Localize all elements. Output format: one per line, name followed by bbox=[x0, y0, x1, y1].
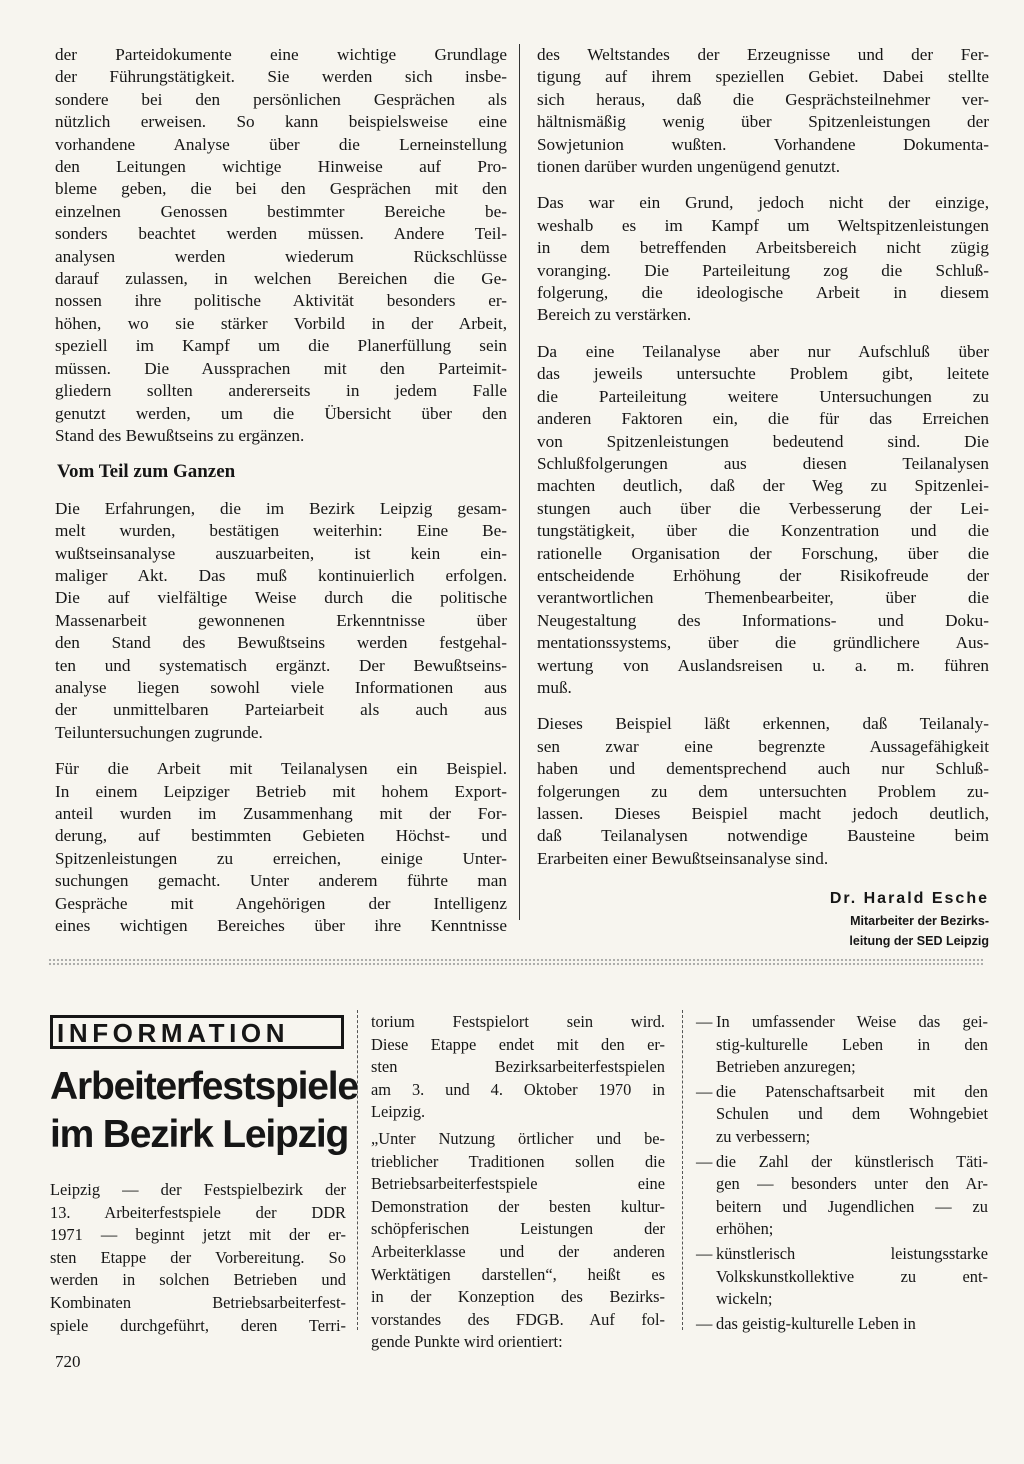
text-line: weshalb es im Kampf um Weltspitzenleistungen bbox=[537, 215, 989, 235]
text-line: gen — besonders unter den Ar- bbox=[716, 1174, 988, 1194]
article-left-column bbox=[55, 44, 507, 937]
text-line: Werktätigen darstellen“, heißt es bbox=[371, 1264, 665, 1284]
text-line: in dem betreffenden Arbeitsbereich nicht zügig bbox=[537, 238, 989, 258]
text-line: beitern und Jugendlichen — zu bbox=[716, 1196, 988, 1216]
text-line: einzelnen Genossen bestimmter Bereiche be- bbox=[55, 201, 507, 221]
text-line: entscheidende Erhöhung der Risikofreude der bbox=[537, 565, 989, 585]
text-line: das geistig-kulturelle Leben in bbox=[716, 1313, 916, 1333]
text-line: stungen auch über die Verbesserung der Lei- bbox=[537, 498, 989, 518]
text-line: der Führungstätigkeit. Sie werden sich insbe- bbox=[55, 67, 507, 87]
paragraph bbox=[537, 341, 989, 700]
text-line: stig-kulturelle Leben in den bbox=[716, 1034, 988, 1054]
text-line: darauf zulassen, in welchen Bereichen die Ge- bbox=[55, 269, 507, 289]
text-line: Gespräche mit Angehörigen der Intelligenz bbox=[55, 893, 507, 913]
text-line: Teiluntersuchungen zugrunde. bbox=[55, 722, 263, 742]
dash-bullet: — bbox=[696, 1313, 713, 1333]
text-line: am 3. und 4. Oktober 1970 in bbox=[371, 1079, 665, 1099]
text-line: haben und dementsprechend auch nur Schluß- bbox=[537, 759, 989, 779]
text-line: suchungen gemacht. Unter anderem führte man bbox=[55, 871, 507, 891]
paragraph bbox=[371, 1128, 665, 1354]
text-line: die Patenschaftsarbeit mit den bbox=[716, 1081, 988, 1101]
text-line: sonders beachtet werden müssen. Andere Teil- bbox=[55, 224, 507, 244]
text-line: Die auf vielfältige Weise durch die politische bbox=[55, 588, 507, 608]
text-line: höhen, wo sie stärker Vorbild in der Arbeit, bbox=[55, 313, 507, 333]
text-line: tionen darüber wurden ungenügend genutzt. bbox=[537, 157, 841, 177]
text-line: müssen. Die Aussprachen mit den Parteimit- bbox=[55, 358, 507, 378]
text-line: trieblicher Traditionen sollen die bbox=[371, 1151, 665, 1171]
text-line: muß. bbox=[537, 677, 572, 697]
text-line: gende Punkte wird orientiert: bbox=[371, 1332, 563, 1352]
text-line: Volkskunstkollektive zu ent- bbox=[716, 1266, 988, 1286]
text-line: vorhandene Analyse über die Lerneinstellung bbox=[55, 134, 507, 154]
text-line: zu verbessern; bbox=[716, 1126, 811, 1146]
text-line: nossen ihre politische Aktivität besonders er- bbox=[55, 291, 507, 311]
text-line: Sowjetunion wußten. Vorhandene Dokumenta- bbox=[537, 134, 989, 154]
paragraph bbox=[537, 192, 989, 326]
column-divider bbox=[682, 1010, 684, 1330]
text-line: genutzt werden, um die Übersicht über den bbox=[55, 403, 507, 423]
text-line: melt wurden, bestätigen weiterhin: Eine Be- bbox=[55, 521, 507, 541]
text-line: vorstandes des FDGB. Auf fol- bbox=[371, 1309, 665, 1329]
list-item bbox=[696, 1243, 988, 1311]
text-line: voranging. Die Parteileitung zog die Schluß- bbox=[537, 260, 989, 280]
text-line: analysen werden wiederum Rückschlüsse bbox=[55, 246, 507, 266]
text-line: ten und systematisch ergänzt. Der Bewußtseins- bbox=[55, 655, 507, 675]
text-line: sen zwar eine begrenzte Aussagefähigkeit bbox=[537, 736, 989, 756]
text-line: die Zahl der künstlerisch Täti- bbox=[716, 1151, 988, 1171]
text-line: nützlich erweisen. So kann beispielsweise eine bbox=[55, 112, 507, 132]
text-line: in der Konzeption des Bezirks- bbox=[371, 1287, 665, 1307]
information-list bbox=[696, 1011, 988, 1337]
text-line: Spitzenleistungen zu erreichen, einige Unter- bbox=[55, 848, 507, 868]
text-line: tungstätigkeit, über die Konzentration und die bbox=[537, 521, 989, 541]
text-line: das jeweils untersuchte Problem gibt, leitete bbox=[537, 364, 989, 384]
paragraph bbox=[371, 1011, 665, 1124]
author-role: Mitarbeiter der Bezirks- leitung der SED Leipzig bbox=[849, 913, 989, 948]
text-line: den Leitungen wichtige Hinweise auf Pro- bbox=[55, 157, 507, 177]
text-line: Da eine Teilanalyse aber nur Aufschluß über bbox=[537, 341, 989, 361]
paragraph bbox=[55, 44, 507, 447]
list-item-text bbox=[716, 1151, 988, 1241]
text-line: „Unter Nutzung örtlicher und be- bbox=[371, 1128, 665, 1148]
dash-bullet: — bbox=[696, 1012, 713, 1031]
text-line: Die Erfahrungen, die im Bezirk Leipzig gesam- bbox=[55, 498, 507, 518]
text-line: 1971 — beginnt jetzt mit der er- bbox=[50, 1225, 346, 1245]
text-line: spiele durchgeführt, deren Terri- bbox=[50, 1315, 346, 1335]
text-line: anderen Faktoren ein, die für das Erreichen bbox=[537, 409, 989, 429]
text-line: Kombinaten Betriebsarbeiterfest- bbox=[50, 1292, 346, 1312]
text-line: speziell im Kampf um die Planerfüllung sein bbox=[55, 336, 507, 356]
text-line: In umfassender Weise das gei- bbox=[716, 1012, 988, 1031]
paragraph bbox=[537, 44, 989, 178]
paragraph bbox=[55, 758, 507, 937]
information-label: INFORMATION bbox=[50, 1015, 344, 1049]
article-right-column bbox=[537, 44, 989, 951]
text-line: daß Teilanalysen notwendige Bausteine beim bbox=[537, 826, 989, 846]
text-line: maliger Akt. Das muß kontinuierlich erfolgen. bbox=[55, 565, 507, 585]
text-line: schöpferischen Leistungen der bbox=[371, 1219, 665, 1239]
text-line: künstlerisch leistungsstarke bbox=[716, 1243, 988, 1263]
information-column bbox=[50, 1015, 358, 1337]
text-line: Bereich zu verstärken. bbox=[537, 305, 692, 325]
column-divider bbox=[357, 1010, 359, 1330]
text-line: Das war ein Grund, jedoch nicht der einzige, bbox=[537, 193, 989, 213]
text-line: lassen. Dieses Beispiel macht jedoch deutlich, bbox=[537, 804, 989, 823]
list-item-text bbox=[716, 1313, 988, 1336]
section-heading: Vom Teil zum Ganzen bbox=[57, 461, 236, 483]
text-line: des Weltstandes der Erzeugnisse und der Fer- bbox=[537, 45, 989, 64]
text-line: Leipzig — der Festspielbezirk der bbox=[50, 1180, 346, 1199]
text-line: verantwortlichen Themenbearbeiter, über die bbox=[537, 588, 989, 608]
text-line: Arbeiterklasse und der anderen bbox=[371, 1241, 665, 1261]
text-line: sondere bei den persönlichen Gesprächen als bbox=[55, 89, 507, 109]
text-line: Erarbeiten einer Bewußtseinsanalyse sind. bbox=[537, 848, 829, 868]
text-line: Diese Etappe endet mit den er- bbox=[371, 1034, 665, 1054]
information-middle-column bbox=[371, 1011, 665, 1354]
author-name: Dr. Harald Esche bbox=[829, 890, 989, 908]
text-line: Demonstration der besten kultur- bbox=[371, 1196, 665, 1216]
column-divider bbox=[519, 44, 520, 920]
text-line: sich heraus, daß die Gesprächsteilnehmer ver- bbox=[537, 89, 989, 109]
dash-bullet: — bbox=[696, 1081, 713, 1101]
list-item bbox=[696, 1011, 988, 1079]
text-line: Massenarbeit gewonnenen Erkenntnisse über bbox=[55, 610, 507, 630]
list-item bbox=[696, 1313, 988, 1336]
list-item-text bbox=[716, 1011, 988, 1079]
text-line: wickeln; bbox=[716, 1289, 773, 1309]
text-line: In einem Leipziger Betrieb mit hohem Export- bbox=[55, 781, 507, 801]
text-line: Neugestaltung des Informations- und Doku- bbox=[537, 610, 989, 630]
text-line: 13. Arbeiterfestspiele der DDR bbox=[50, 1202, 346, 1222]
list-item bbox=[696, 1081, 988, 1149]
list-item-text bbox=[716, 1243, 988, 1311]
text-line: den Stand des Bewußtseins werden festgehal- bbox=[55, 633, 507, 653]
list-item-text bbox=[716, 1081, 988, 1149]
text-line: analyse liegen sowohl viele Informationen aus bbox=[55, 677, 507, 697]
section-separator bbox=[48, 958, 983, 966]
text-line: Für die Arbeit mit Teilanalysen ein Beispiel. bbox=[55, 759, 507, 779]
text-line: Dieses Beispiel läßt erkennen, daß Teilanaly- bbox=[537, 714, 989, 734]
text-line: machten deutlich, daß der Weg zu Spitzenlei- bbox=[537, 476, 989, 496]
paragraph bbox=[55, 498, 507, 744]
text-line: wußtseinsanalyse auszuarbeiten, ist kein ein- bbox=[55, 543, 507, 563]
text-line: folgerungen zu dem untersuchten Problem zu- bbox=[537, 781, 989, 801]
text-line: der unmittelbaren Parteiarbeit als auch aus bbox=[55, 700, 507, 720]
dash-bullet: — bbox=[696, 1151, 713, 1171]
text-line: Betriebsarbeiterfestspiele eine bbox=[371, 1174, 665, 1194]
text-line: anteil wurden im Zusammenhang mit der For- bbox=[55, 804, 507, 823]
text-line: rationelle Organisation der Forschung, über die bbox=[537, 543, 989, 563]
text-line: erhöhen; bbox=[716, 1219, 774, 1239]
text-line: mentationssystems, über die gründlichere Aus- bbox=[537, 633, 989, 653]
text-line: tigung auf ihrem speziellen Gebiet. Dabei stellte bbox=[537, 67, 989, 87]
text-line: gliedern sollten andererseits in jedem Falle bbox=[55, 381, 507, 401]
text-line: Leipzig. bbox=[371, 1102, 426, 1122]
text-line: sten Etappe der Vorbereitung. So bbox=[50, 1247, 346, 1267]
information-title: Arbeiterfestspiele im Bezirk Leipzig bbox=[50, 1065, 358, 1156]
text-line: derung, auf bestimmten Gebieten Höchst- und bbox=[55, 826, 507, 846]
text-line: Stand des Bewußtseins zu ergänzen. bbox=[55, 425, 305, 445]
text-line: torium Festspielort sein wird. bbox=[371, 1012, 665, 1031]
paragraph bbox=[50, 1179, 346, 1337]
paragraph bbox=[537, 713, 989, 870]
text-line: wertung von Auslandsreisen u. a. m. führen bbox=[537, 655, 989, 675]
text-line: die Parteileitung weitere Untersuchungen zu bbox=[537, 386, 989, 406]
text-line: werden in solchen Betrieben und bbox=[50, 1270, 346, 1290]
dash-bullet: — bbox=[696, 1243, 713, 1263]
text-line: eines wichtigen Bereiches über ihre Kenntnisse bbox=[55, 916, 507, 936]
author-signature bbox=[537, 888, 989, 950]
page-number: 720 bbox=[55, 1352, 81, 1371]
text-line: Schulen und dem Wohngebiet bbox=[716, 1104, 988, 1124]
text-line: bleme geben, die bei den Gesprächen mit den bbox=[55, 179, 507, 199]
text-line: Betrieben anzuregen; bbox=[716, 1057, 856, 1077]
text-line: Schlußfolgerungen aus diesen Teilanalysen bbox=[537, 453, 989, 473]
list-item bbox=[696, 1151, 988, 1241]
text-line: sten Bezirksarbeiterfestspielen bbox=[371, 1057, 665, 1077]
text-line: folgerung, die ideologische Arbeit in diesem bbox=[537, 283, 989, 303]
text-line: hältnismäßig wenig über Spitzenleistungen der bbox=[537, 112, 989, 132]
text-line: der Parteidokumente eine wichtige Grundlage bbox=[55, 45, 507, 64]
text-line: von Spitzenleistungen bedeutend sind. Die bbox=[537, 431, 989, 451]
